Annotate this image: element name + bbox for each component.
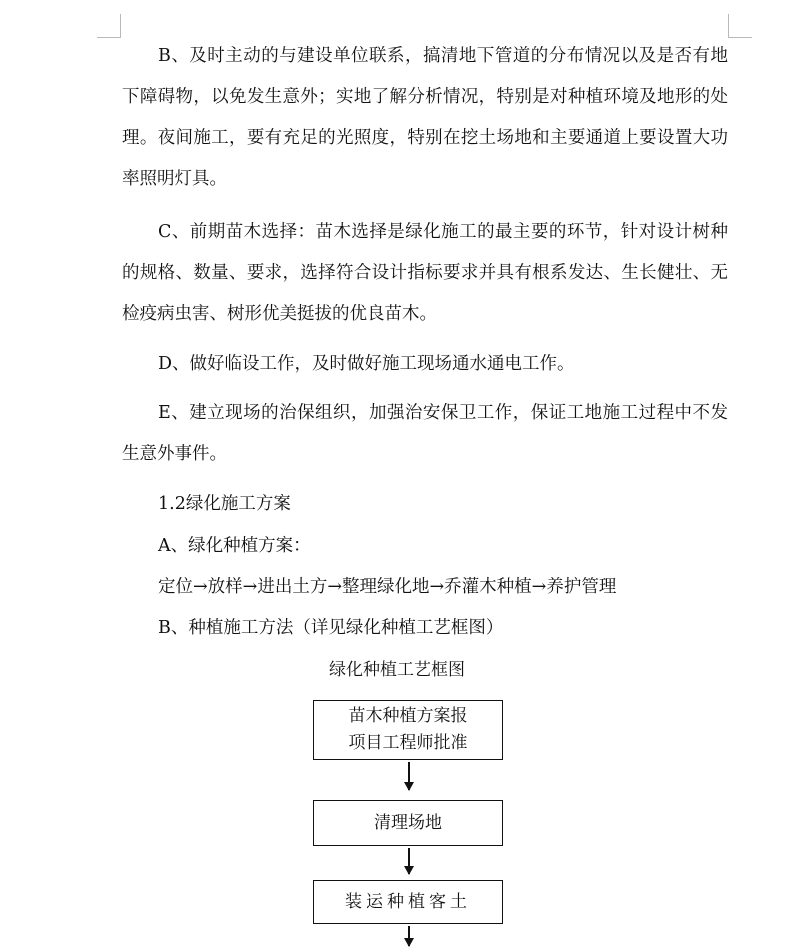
flowchart-arrow-1 xyxy=(408,762,410,790)
step-approval-line1: 苗木种植方案报 xyxy=(348,706,468,726)
paragraph-d: D、做好临设工作，及时做好施工现场通水通电工作。 xyxy=(158,354,575,374)
step-soil-label: 装运种植客土 xyxy=(345,891,471,912)
step-approval-line2: 项目工程师批准 xyxy=(348,733,468,753)
flowchart-step-approval xyxy=(313,700,503,760)
crop-mark-top-right-horizontal xyxy=(728,37,752,38)
crop-mark-top-right-vertical xyxy=(728,14,729,38)
step-clear-site-label: 清理场地 xyxy=(374,812,442,833)
paragraph-e: E、建立现场的治保组织，加强治安保卫工作，保证工地施工过程中不发生意外事件。 xyxy=(122,403,728,464)
paragraph-b: B、及时主动的与建设单位联系，搞清地下管道的分布情况以及是否有地下障碍物，以免发生意外；实地了解分析情况，特别是对种植环境及地形的处理。夜间施工，要有充足的光照度，特别在挖土场地和主要通道上要设置大功率照明灯具。 xyxy=(122,46,728,189)
flowchart-title: 绿化种植工艺框图 xyxy=(329,660,465,680)
flowchart-step-soil xyxy=(313,880,503,924)
flowchart-arrow-3 xyxy=(408,926,410,946)
item-a-label: A、绿化种植方案： xyxy=(158,536,311,556)
section-heading: 1.2绿化施工方案 xyxy=(158,494,291,514)
process-line: 定位→放样→进出土方→整理绿化地→乔灌木种植→养护管理 xyxy=(158,577,617,597)
crop-mark-top-left-vertical xyxy=(120,14,121,38)
flowchart-step-clear-site xyxy=(313,800,503,846)
paragraph-c: C、前期苗木选择：苗木选择是绿化施工的最主要的环节，针对设计树种的规格、数量、要求，选择符合设计指标要求并具有根系发达、生长健壮、无检疫病虫害、树形优美挺拔的优良苗木。 xyxy=(122,222,728,324)
item-b-label: B、种植施工方法（详见绿化种植工艺框图） xyxy=(158,618,504,638)
crop-mark-top-left-horizontal xyxy=(97,37,121,38)
flowchart-arrow-2 xyxy=(408,848,410,874)
